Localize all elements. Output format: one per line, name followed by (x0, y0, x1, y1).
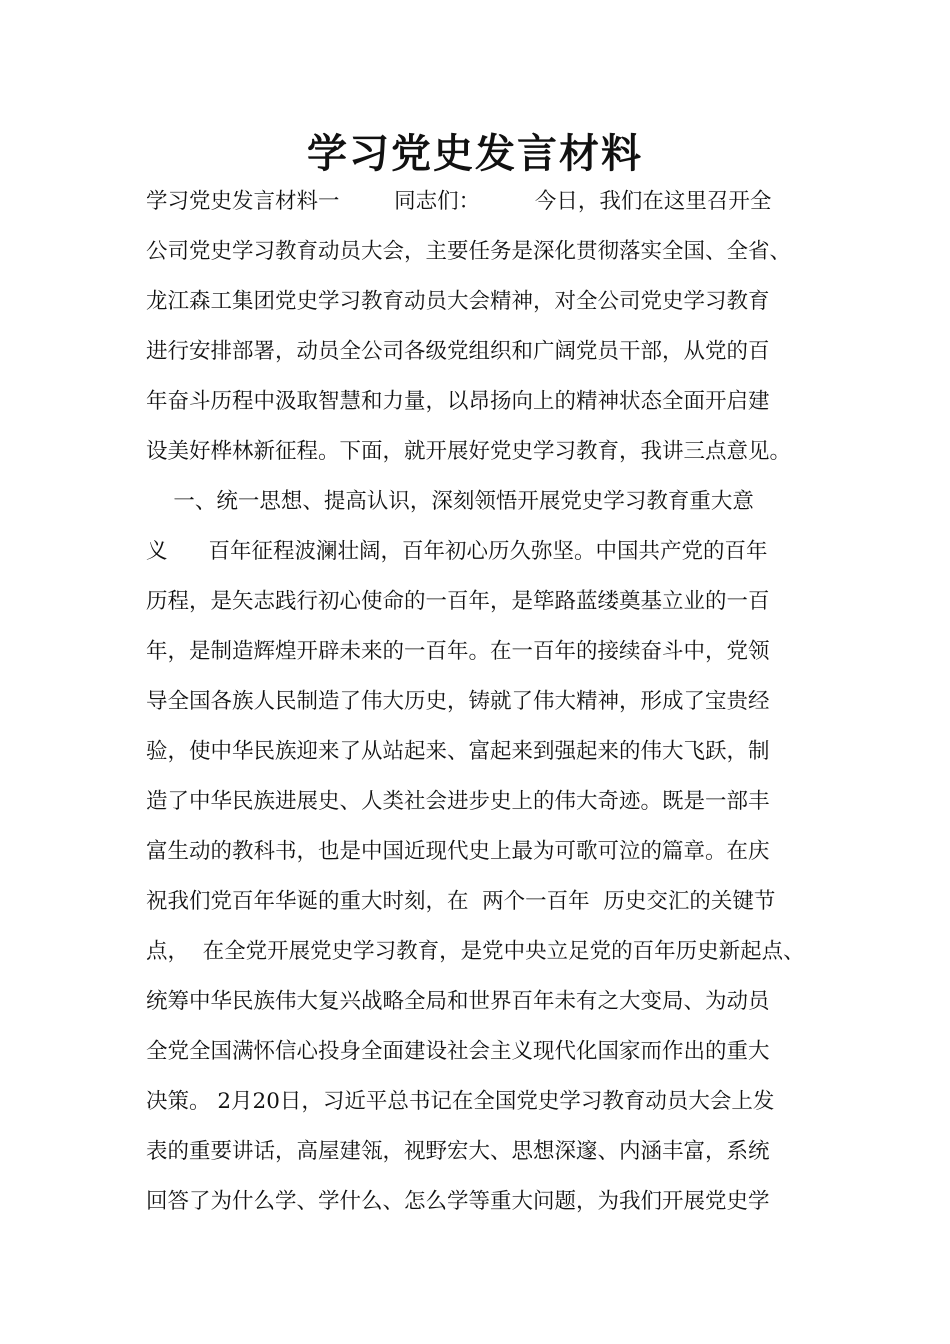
body-line: 统筹中华民族伟大复兴战略全局和世界百年未有之大变局、为动员 (146, 989, 770, 1014)
body-line: 义 百年征程波澜壮阔，百年初心历久弥坚。中国共产党的百年 (146, 539, 768, 564)
body-line: 验，使中华民族迎来了从站起来、富起来到强起来的伟大飞跃，制 (146, 739, 770, 764)
body-line: 龙江森工集团党史学习教育动员大会精神，对全公司党史学习教育 (146, 289, 770, 314)
document-body (146, 177, 846, 1227)
body-line: 历程，是矢志践行初心使命的一百年，是筚路蓝缕奠基立业的一百 (146, 589, 770, 614)
body-line: 导全国各族人民制造了伟大历史，铸就了伟大精神，形成了宝贵经 (146, 689, 770, 714)
body-line: 一、统一思想、提高认识，深刻领悟开展党史学习教育重大意 (146, 489, 754, 514)
body-line: 决策。 2月20日，习近平总书记在全国党史学习教育动员大会上发 (146, 1089, 775, 1114)
body-line: 年奋斗历程中汲取智慧和力量，以昂扬向上的精神状态全面开启建 (146, 389, 770, 414)
body-line: 设美好桦林新征程。下面，就开展好党史学习教育，我讲三点意见。 (146, 439, 792, 464)
body-line: 富生动的教科书，也是中国近现代史上最为可歌可泣的篇章。在庆 (146, 839, 770, 864)
body-line: 全党全国满怀信心投身全面建设社会主义现代化国家而作出的重大 (146, 1039, 770, 1064)
body-line: 造了中华民族进展史、人类社会进步史上的伟大奇迹。既是一部丰 (146, 789, 770, 814)
body-line: 点， 在全党开展党史学习教育，是党中央立足党的百年历史新起点、 (146, 939, 805, 964)
body-line: 祝我们党百年华诞的重大时刻，在 两个一百年 历史交汇的关键节 (146, 889, 776, 914)
body-line: 公司党史学习教育动员大会，主要任务是深化贯彻落实全国、全省、 (146, 239, 792, 264)
body-line: 进行安排部署，动员全公司各级党组织和广阔党员干部，从党的百 (146, 339, 770, 364)
body-line: 回答了为什么学、学什么、怎么学等重大问题，为我们开展党史学 (146, 1189, 770, 1214)
document-title: 学习党史发言材料 (307, 131, 643, 177)
body-line: 年，是制造辉煌开辟未来的一百年。在一百年的接续奋斗中，党领 (146, 639, 770, 664)
body-line: 表的重要讲话，高屋建瓴，视野宏大、思想深邃、内涵丰富，系统 (146, 1139, 770, 1164)
body-line: 学习党史发言材料一 同志们： 今日，我们在这里召开全 (146, 189, 772, 214)
